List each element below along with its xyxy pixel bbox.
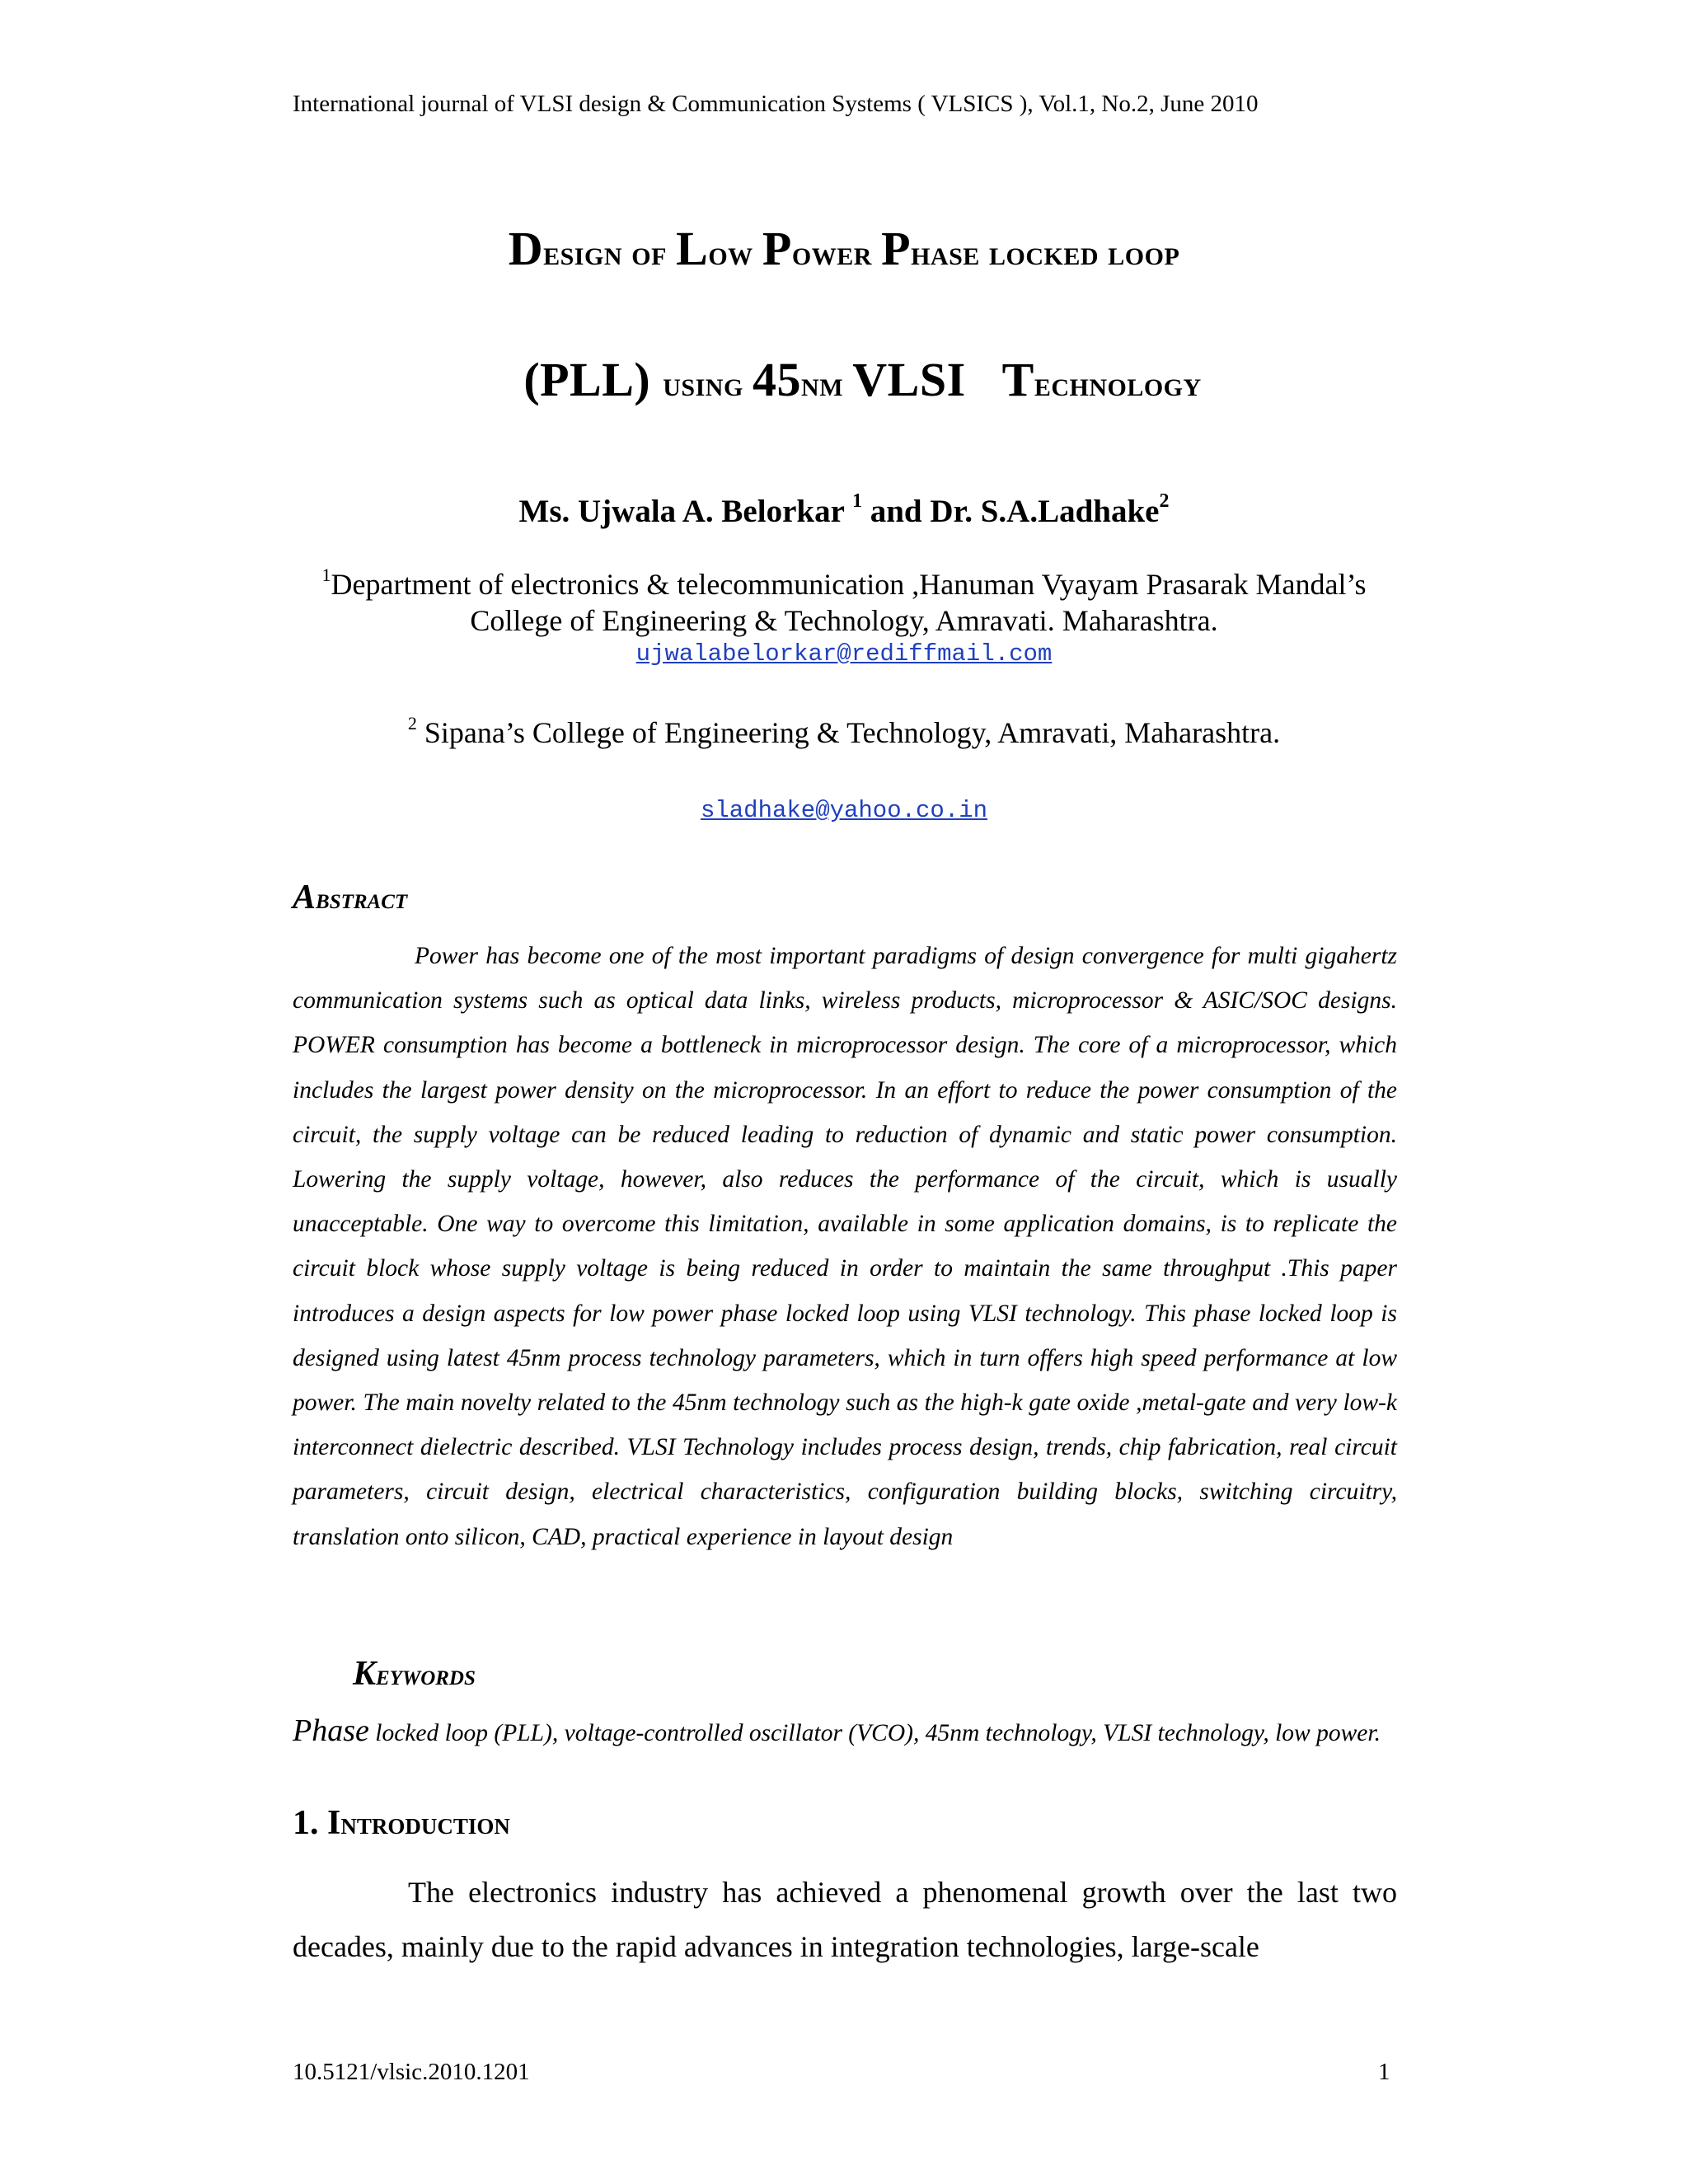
abstract-heading	[293, 878, 407, 917]
affiliation-1-line-1	[0, 567, 1688, 602]
abstract-heading-cap: A	[293, 879, 316, 916]
title-word-cap: VLSI T	[852, 353, 1034, 406]
abstract-text: Power has become one of the most important paradigms of design convergence for multi gigahertz communication systems such as optical data links, wireless products, microprocessor & ASIC/SOC designs. POWER consumption has become a bottleneck in microprocessor design. The core of a microprocessor, which includes the largest power density on the microprocessor. In an effort to reduce the power consumption of the circuit, the supply voltage can be reduced leading to reduction of dynamic and static power consumption. Lowering the supply voltage, however, also reduces the performance of the circuit, which is usually unacceptable. One way to overcome this limitation, available in some application domains, is to replicate the circuit block whose supply voltage is being reduced in order to maintain the same throughput .This paper introduces a design aspects for low power phase locked loop using VLSI technology. This phase locked loop is designed using latest 45nm process technology parameters, which in turn offers high speed performance at low power. The main novelty related to the 45nm technology such as the high-k gate oxide ,metal-gate and very low-k interconnect dielectric described. VLSI Technology includes process design, trends, chip fabrication, real circuit parameters, circuit design, electrical characteristics, configuration building blocks, switching circuitry, translation onto silicon, CAD, practical experience in layout design	[293, 943, 1397, 1550]
title-word-rest: nm	[801, 365, 853, 404]
title-word-cap: P	[762, 222, 792, 275]
introduction-heading-rest: ntroduction	[340, 1807, 510, 1841]
keywords-text	[293, 1708, 1397, 1757]
author-1-affil-mark: 1	[851, 490, 862, 512]
abstract-heading-rest: bstract	[316, 883, 408, 915]
title-word-cap: P	[881, 222, 912, 275]
title-word-cap: 45	[753, 353, 802, 406]
title-word-rest: ower	[791, 234, 882, 273]
keywords-first-word: Phase	[293, 1713, 369, 1748]
introduction-text: The electronics industry has achieved a phenomenal growth over the last two decades, mainly due to the rapid advances in integration technologies, large-scale	[293, 1876, 1397, 1963]
affiliation-2-mark: 2	[407, 713, 417, 733]
title-word-rest: using	[663, 365, 753, 404]
footer-doi: 10.5121/vlsic.2010.1201	[293, 2059, 530, 2085]
title-word-rest: ow	[708, 234, 762, 273]
keywords-heading-rest: eywords	[376, 1659, 476, 1691]
introduction-number: 1.	[293, 1804, 327, 1842]
keywords-heading-cap: K	[353, 1655, 377, 1693]
page-number: 1	[1378, 2059, 1390, 2085]
author-1: Ms. Ujwala A. Belorkar	[518, 494, 845, 529]
author-line	[0, 490, 1688, 530]
keywords-rest: locked loop (PLL), voltage-controlled oscillator (VCO), 45nm technology, VLSI technology, low power.	[368, 1720, 1381, 1746]
author-2: Dr. S.A.Ladhake	[930, 494, 1160, 529]
title-word-rest: echnology	[1034, 365, 1202, 404]
title-word-cap: (PLL)	[523, 353, 663, 406]
author-2-affil-mark: 2	[1159, 490, 1170, 512]
affiliation-1-mark: 1	[321, 565, 331, 585]
introduction-heading-cap: I	[327, 1804, 341, 1842]
introduction-heading	[293, 1803, 510, 1843]
affiliation-2	[0, 715, 1688, 750]
title-word-cap: L	[676, 222, 709, 275]
title-word-rest: hase locked loop	[911, 234, 1180, 273]
title-line-1	[0, 221, 1688, 276]
title-word-cap: D	[508, 222, 544, 275]
title-line-2	[0, 312, 1688, 448]
affiliation-1-line-2: College of Engineering & Technology, Amravati. Maharashtra.	[470, 604, 1218, 637]
affiliation-1-text: Department of electronics & telecommunication ,Hanuman Vyayam Prasarak Mandal’s	[331, 568, 1367, 601]
keywords-heading	[353, 1654, 476, 1694]
title-word-rest: esign of	[543, 234, 677, 273]
author-connector: and	[861, 494, 931, 529]
running-header: International journal of VLSI design & Communication Systems ( VLSICS ), Vol.1, No.2, June 2010	[293, 91, 1259, 117]
affiliation-2-text: Sipana’s College of Engineering & Technology, Amravati, Maharashtra.	[416, 716, 1281, 749]
email-link-author-1[interactable]: ujwalabelorkar@rediffmail.com	[635, 640, 1053, 668]
email-link-author-2[interactable]: sladhake@yahoo.co.in	[700, 797, 988, 824]
